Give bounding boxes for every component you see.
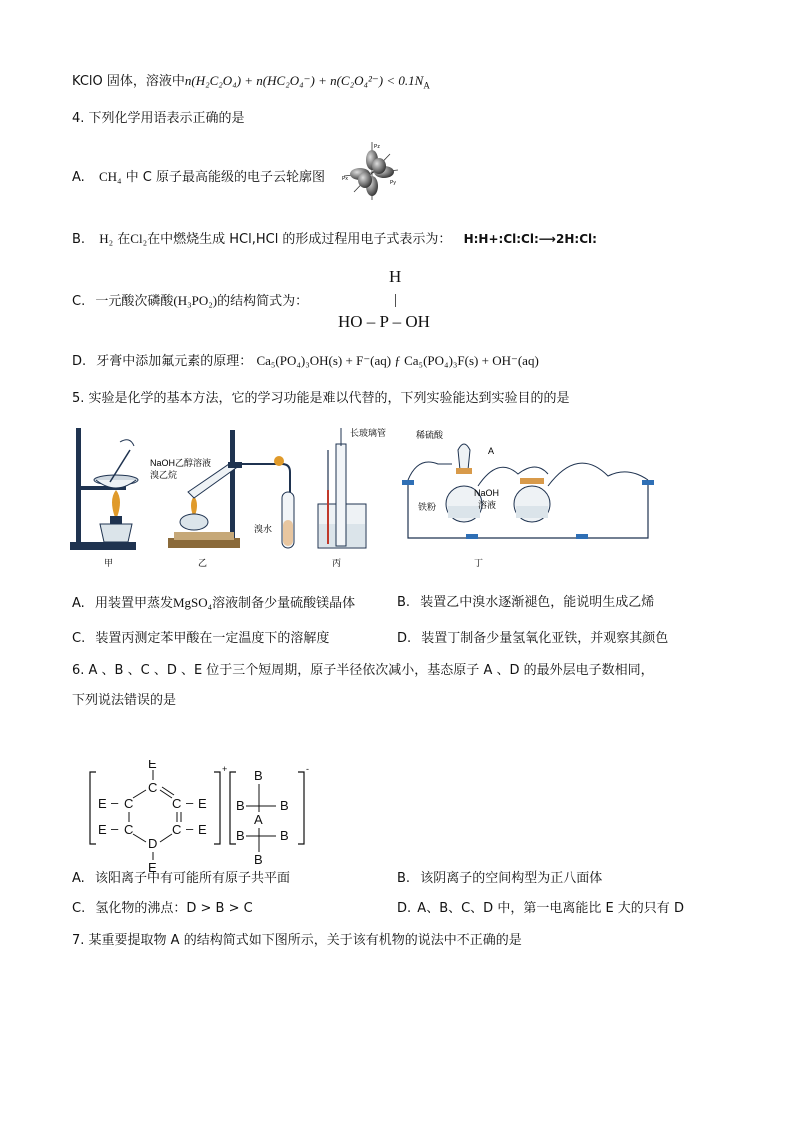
atom-e-upper-left: E [98, 796, 107, 811]
q4-d-label: D. [72, 354, 87, 369]
yi-reagent-naoh: NaOH乙醇溶液 [150, 458, 212, 468]
q5-c-label: C. [72, 631, 86, 646]
yi-bromine-water: 溴水 [254, 524, 273, 534]
atom-c-lower-right: C [172, 822, 182, 837]
q5-a-formula: MgSO₄ [172, 595, 213, 610]
q3-tail-subscript: A [423, 80, 430, 91]
q4-b-text: 在中燃烧生成 HCl,HCl 的形成过程用电子式表示为： [147, 232, 452, 247]
atom-c-top: C [148, 780, 158, 795]
q6-ion-structure [86, 760, 326, 876]
structure-bond: | [394, 292, 398, 308]
atom-e-upper-right: E [198, 796, 207, 811]
q4-c-label: C. [72, 294, 86, 309]
q5-b-text: 装置乙中溴水逐渐褪色，能说明生成乙烯 [420, 595, 655, 610]
ding-naoh: NaOH [474, 488, 500, 498]
anion-b-upper-right: B [280, 798, 289, 813]
q4-c-formula: (H₃PO₂) [173, 293, 218, 308]
bond-upper-left: – [111, 795, 119, 810]
atom-c-upper-left: C [124, 796, 134, 811]
apparatus-yi [150, 430, 294, 548]
q4-b-equation [464, 232, 597, 246]
q5-b-label: B. [397, 595, 411, 610]
bond-lower-right: – [186, 821, 194, 836]
q5-a-text1: 用装置甲蒸发 [94, 596, 173, 611]
atom-c-upper-right: C [172, 796, 182, 811]
q6-option-c [72, 900, 253, 918]
bond-upper-right: – [186, 795, 194, 810]
q4-c-text2: 的结构简式为： [217, 294, 309, 309]
q6-c-label: C. [72, 901, 86, 916]
q4-d-text: 牙膏中添加氟元素的原理： [96, 354, 253, 369]
q4-a-ch4: CH₄ [98, 169, 122, 184]
q6-b-text: 该阴离子的空间构型为正八面体 [420, 871, 603, 886]
bing-long-tube: 长玻璃管 [350, 428, 387, 438]
q4-option-a [72, 168, 325, 187]
q3-tail-formula: n(H₂C₂O₄) + n(HC₂O₄⁻) + n(C₂O₄²⁻) < 0.1N [184, 73, 424, 88]
q4-option-b [72, 230, 597, 249]
q6-stem-line1: 6. A 、B 、C 、D 、E 位于三个短周期，原子半径依次减小，基态原子 A 、D 的最外层电子数相同， [72, 663, 654, 678]
p-orbital-diagram [340, 140, 400, 202]
anion-a-center: A [254, 812, 263, 827]
label-yi: 乙 [198, 558, 208, 568]
q6-a-text: 该阳离子中有可能所有原子共平面 [94, 871, 290, 886]
q4-b-eq-cl: :Cl:Cl: [498, 232, 539, 246]
q5-apparatus-figure [70, 420, 690, 572]
q6-d-label: D. [397, 901, 412, 916]
apparatus-jia [70, 428, 138, 550]
ding-iron-powder: 铁粉 [418, 502, 437, 512]
orbital-px-label: Px [342, 176, 348, 182]
q5-option-c [72, 630, 329, 648]
anion-b-top: B [254, 768, 263, 783]
structure-main: HO – P – OH [338, 312, 430, 331]
apparatus-bing [318, 427, 386, 548]
q3-tail-prefix: KClO 固体，溶液中 [72, 74, 185, 89]
label-jia: 甲 [104, 558, 114, 568]
atom-e-bottom: E [148, 860, 157, 875]
q5-stem: 5. 实验是化学的基本方法，它的学习功能是难以代替的，下列实验能达到实验目的的是 [72, 391, 570, 406]
atom-c-lower-left: C [124, 822, 134, 837]
q4-b-label: B. [72, 232, 86, 247]
q5-d-text: 装置丁制备少量氢氧化亚铁，并观察其颜色 [421, 631, 669, 646]
q6-a-label: A. [72, 871, 85, 886]
q6-b-label: B. [397, 871, 411, 886]
q4-a-text: 中 C 原子最高能级的电子云轮廓图 [125, 170, 326, 185]
q4-option-c [72, 292, 308, 311]
orbital-py-label: Py [390, 180, 396, 186]
q5-a-label: A. [72, 596, 85, 611]
q4-a-label: A. [72, 170, 85, 185]
q6-c-text: 氢化物的沸点：D > B > C [95, 901, 253, 916]
anion-b-upper-left: B [236, 798, 245, 813]
atom-e-lower-right: E [198, 822, 207, 837]
apparatus-ding [402, 429, 654, 539]
atom-e-lower-left: E [98, 822, 107, 837]
q6-option-d [397, 900, 684, 918]
q4-c-text: 一元酸次磷酸 [95, 294, 174, 309]
q4-stem: 4. 下列化学用语表示正确的是 [72, 111, 245, 126]
q4-b-h2: H₂ [99, 231, 114, 246]
ding-dilute-acid: 稀硫酸 [416, 430, 444, 440]
q4-b-in: 在 [117, 232, 131, 247]
atom-d: D [148, 836, 158, 851]
q3-tail-line [72, 72, 430, 91]
anion-b-lower-right: B [280, 828, 289, 843]
label-bing: 丙 [332, 558, 342, 568]
q4-d-equation: Ca₅(PO₄)₃OH(s) + F⁻(aq) ƒ Ca₅(PO₄)₃F(s) + OH⁻(aq) [256, 353, 539, 368]
yi-reagent-bromoethane: 溴乙烷 [150, 470, 178, 480]
anion-b-lower-left: B [236, 828, 245, 843]
bond-lower-left: – [111, 821, 119, 836]
q6-option-b [397, 870, 602, 888]
label-ding: 丁 [474, 558, 484, 568]
atom-e-top: E [148, 760, 157, 771]
q6-stem-line2: 下列说法错误的是 [72, 693, 177, 708]
q4-b-cl2: Cl₂ [130, 231, 148, 246]
anion-b-bottom: B [254, 852, 263, 867]
ding-solution: 溶液 [478, 500, 497, 510]
q7-stem: 7. 某重要提取物 A 的结构简式如下图所示，关于该有机物的说法中不正确的是 [72, 933, 522, 948]
q5-option-a [72, 594, 355, 613]
anion-charge: - [306, 764, 309, 774]
orbital-pz-label: Pz [374, 144, 380, 150]
q6-d-text: A、B、C、D 中，第一电离能比 E 大的只有 D [417, 901, 684, 916]
q4-b-eq-cl2: :Cl: [574, 232, 597, 246]
q5-c-text: 装置丙测定苯甲酸在一定温度下的溶解度 [95, 631, 330, 646]
q4-option-d [72, 352, 539, 371]
q5-d-label: D. [397, 631, 412, 646]
q5-option-d [397, 630, 668, 648]
q4-b-eq-right: 2H [555, 232, 575, 246]
q5-a-text2: 溶液制备少量硫酸镁晶体 [212, 596, 356, 611]
arrow-right-icon: ⟶ [538, 232, 556, 246]
q4-b-eq-left: H:H+ [463, 232, 499, 246]
q5-option-b [397, 594, 654, 612]
ding-valve-a: A [488, 446, 495, 456]
q6-option-a [72, 870, 290, 888]
cation-charge: + [222, 764, 228, 774]
structure-h-top: H [389, 267, 402, 286]
